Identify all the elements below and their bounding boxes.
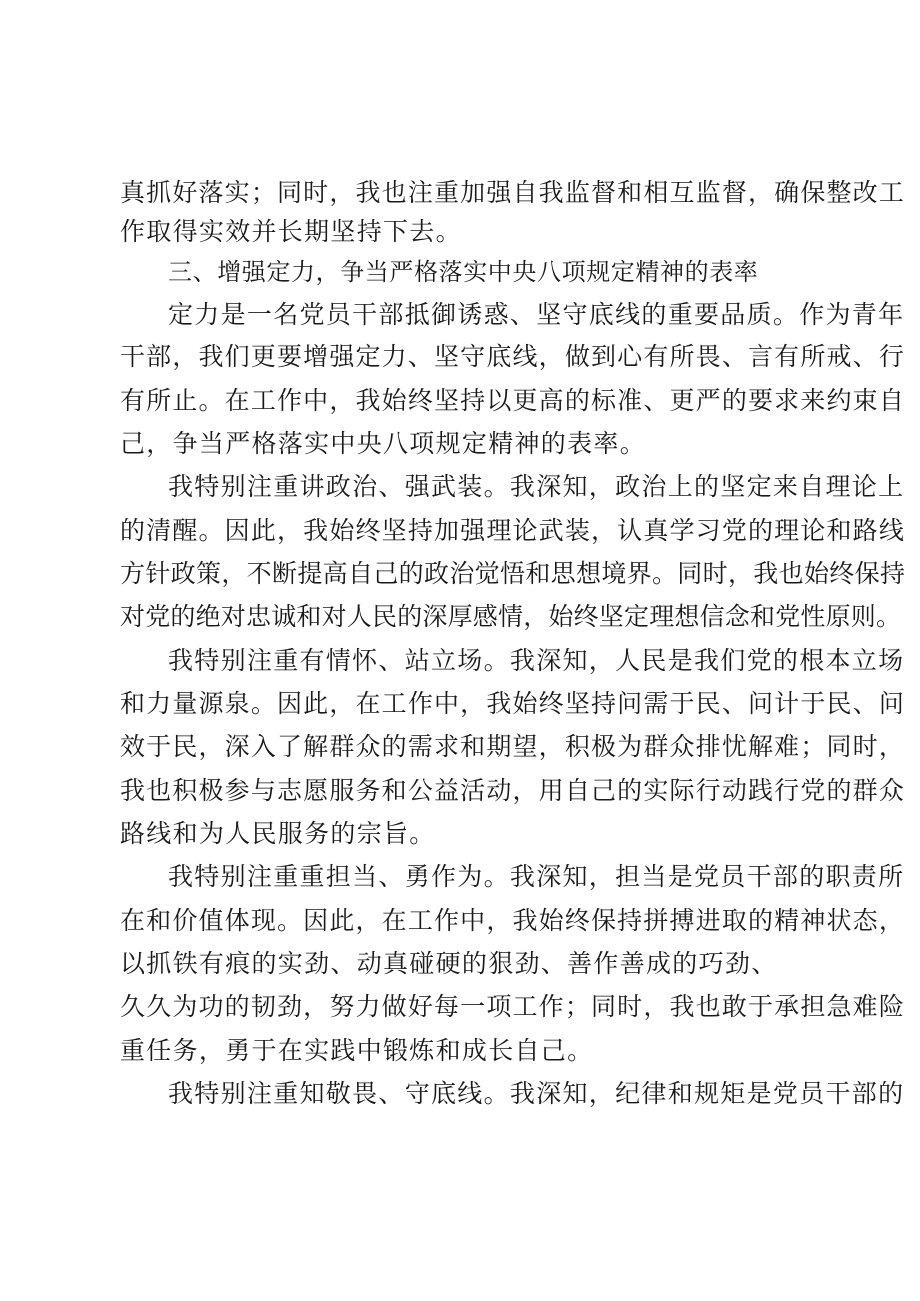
body-text-line: 作取得实效并长期坚持下去。 [120,217,462,246]
body-text-line: 我特别注重讲政治、强武装。我深知，政治上的坚定来自理论上 [168,472,905,501]
body-text-line: 和力量源泉。因此，在工作中，我始终坚持问需于民、问计于民、问 [120,689,906,718]
body-text-line: 我也积极参与志愿服务和公益活动，用自己的实际行动践行党的群众 [120,776,906,805]
body-text-line: 路线和为人民服务的宗旨。 [120,819,436,848]
body-text-line: 有所止。在工作中，我始终坚持以更高的标准、更严的要求来约束自 [120,386,906,415]
body-text-line: 对党的绝对忠诚和对人民的深厚感情，始终坚定理想信念和党性原则。 [120,602,902,631]
body-text-line: 定力是一名党员干部抵御诱惑、坚守底线的重要品质。作为青年 [168,300,905,329]
body-text-line: 我特别注重重担当、勇作为。我深知，担当是党员干部的职责所 [168,862,905,891]
body-text-line: 重任务，勇于在实践中锻炼和成长自己。 [120,1036,594,1065]
body-text-line: 在和价值体现。因此，在工作中，我始终保持拼搏进取的精神状态， [120,906,906,935]
body-text-line: 方针政策，不断提高自己的政治觉悟和思想境界。同时，我也始终保持 [120,559,906,588]
body-text-line: 我特别注重知敬畏、守底线。我深知，纪律和规矩是党员干部的 [168,1079,905,1108]
body-text-line: 我特别注重有情怀、站立场。我深知，人民是我们党的根本立场 [168,646,905,675]
section-heading: 三、增强定力，争当严格落实中央八项规定精神的表率 [168,258,759,286]
body-text-line: 效于民，深入了解群众的需求和期望，积极为群众排忧解难；同时， [120,732,906,761]
body-text-line: 干部，我们更要增强定力、坚守底线，做到心有所畏、言有所戒、行 [120,342,906,371]
body-text-line: 久久为功的韧劲，努力做好每一项工作；同时，我也敢于承担急难险 [120,992,906,1021]
body-text-line: 己，争当严格落实中央八项规定精神的表率。 [120,429,647,458]
body-text-line: 真抓好落实；同时，我也注重加强自我监督和相互监督，确保整改工 [120,178,906,207]
body-text-line: 的清醒。因此，我始终坚持加强理论武装，认真学习党的理论和路线 [120,516,906,545]
body-text-line: 以抓铁有痕的实劲、动真碰硬的狠劲、善作善成的巧劲、 [120,949,778,978]
